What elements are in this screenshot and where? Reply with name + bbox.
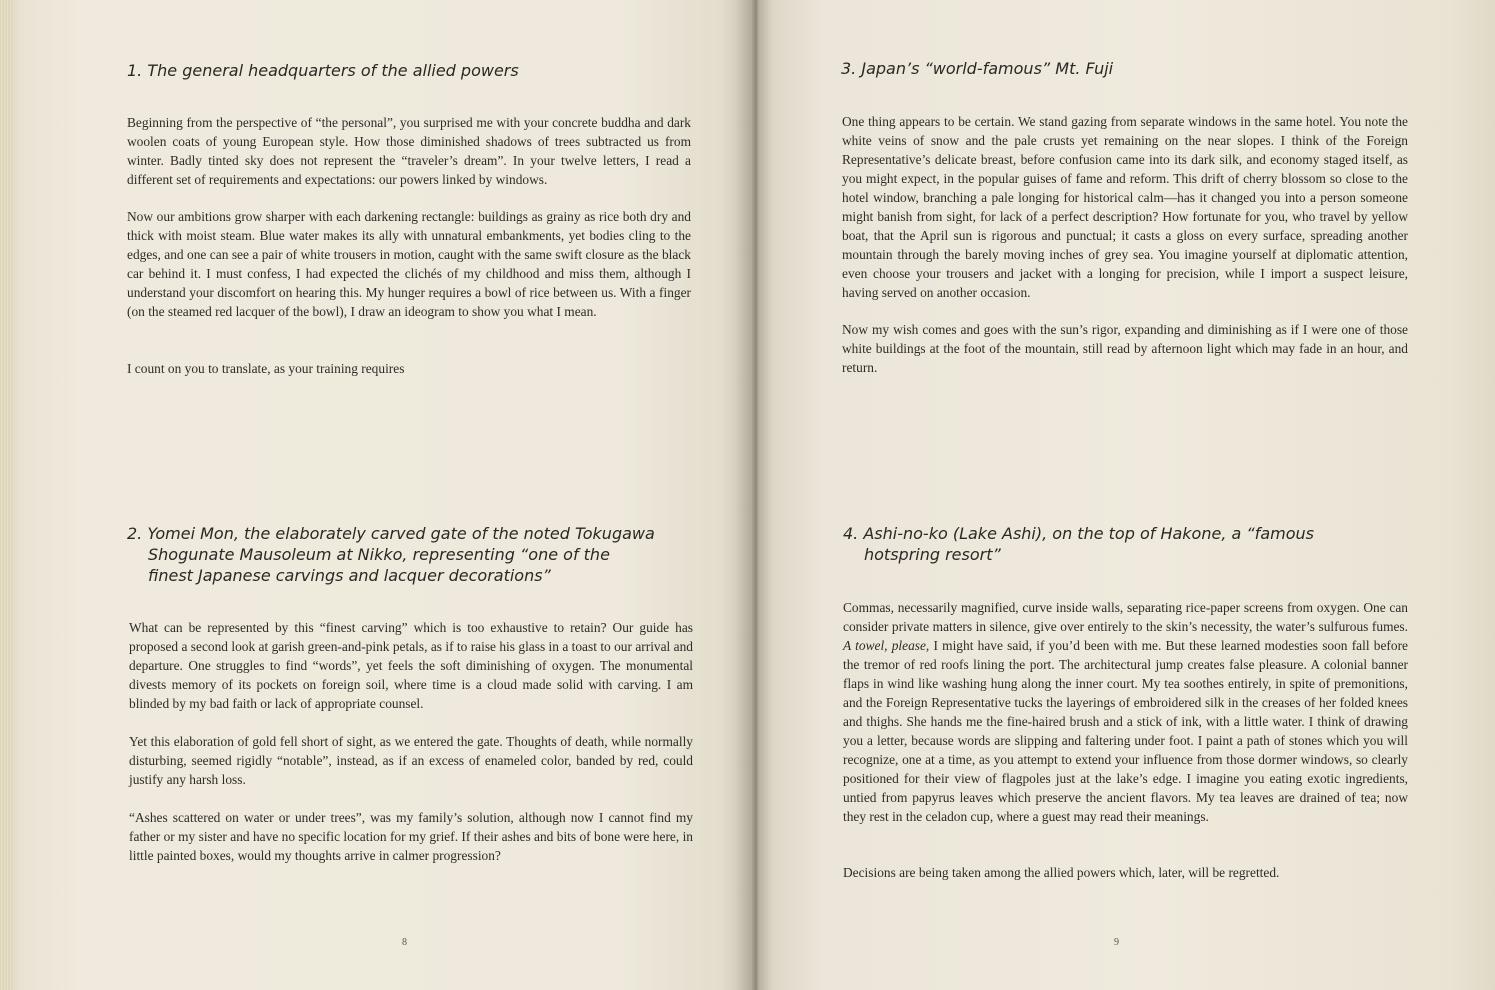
section-3-paragraph-2: Now my wish comes and goes with the sun’s rigor, expanding and diminishing as if I were one of those white buildings at the foot of the mountain, still read by afternoon light which may fade in an hour, and return.	[842, 322, 1408, 375]
section-1-heading	[127, 60, 727, 81]
section-2-paragraph-3: “Ashes scattered on water or under trees”, was my family’s solution, although now I cannot find my father or my sister and have no specific location for my grief. If their ashes and bits of bone were here, in little painted boxes, would my thoughts arrive in calmer progression?	[129, 810, 693, 863]
section-2-heading	[127, 523, 727, 586]
section-4-paragraph-2: Decisions are being taken among the allied powers which, later, will be regretted.	[843, 865, 1280, 880]
right-page-number: 9	[1114, 937, 1119, 948]
section-1-paragraph-2: Now our ambitions grow sharper with each darkening rectangle: buildings as grainy as rice both dry and thick with moist steam. Blue water makes its ally with unnatural embankments, yet bodies cling to the edges, and one can see a pair of white trousers in motion, caught with the same swift closure as the black car behind it. I must confess, I had expected the clichés of my childhood and miss them, although I understand your discomfort on hearing this. My hunger requires a bowl of rice between us. With a finger (on the steamed red lacquer of the bowl), I draw an ideogram to show you what I mean.	[127, 209, 691, 319]
section-4-title-line-2: hotspring resort”	[864, 545, 1001, 564]
left-page-number: 8	[402, 937, 407, 948]
section-4-paragraph-1	[843, 598, 1408, 826]
section-3-heading	[841, 58, 1441, 79]
section-3-number: 3.	[841, 59, 857, 78]
section-4-paragraph-1-italic: A towel, please,	[843, 638, 930, 653]
section-2-paragraph-1: What can be represented by this “finest carving” which is too exhaustive to retain? Our guide has proposed a second look at garish green-and-pink petals, as if to raise his glass in a toast to our arrival and departure. One struggles to find “words”, yet feels the soft diminishing of oxygen. The monumental divests memory of its pockets on foreign soil, where time is a cloud made solid with carving. I am blinded by my bad faith or lack of appropriate counsel.	[129, 620, 693, 711]
section-4-title-line-1: 4. Ashi-no-ko (Lake Ashi), on the top of Hakone, a “famous	[843, 524, 1314, 543]
section-1-paragraph-3: I count on you to translate, as your training requires	[127, 361, 405, 376]
section-2-paragraph-2: Yet this elaboration of gold fell short of sight, as we entered the gate. Thoughts of death, while normally disturbing, seemed rigidly “notable”, instead, as if an excess of enameled color, banded by red, could justify any harsh loss.	[129, 734, 693, 787]
section-1-paragraph-1: Beginning from the perspective of “the personal”, you surprised me with your concrete buddha and dark woolen coats of young European style. How those diminished shadows of trees subtracted us from winter. Badly tinted sky does not represent the “traveler’s dream”. In your twelve letters, I read a different set of requirements and expectations: our powers linked by windows.	[127, 115, 691, 187]
section-2-title-line-1: 2. Yomei Mon, the elaborately carved gate of the noted Tokugawa	[127, 524, 655, 543]
right-page	[752, 0, 1495, 990]
section-1-number: 1.	[127, 61, 143, 80]
section-4-heading	[843, 523, 1443, 565]
section-4-paragraph-1-start: Commas, necessarily magnified, curve inside walls, separating rice-paper screens from oxygen. One can consider private matters in silence, give over entirely to the skin’s necessity, the water’s sulfurous fumes.	[843, 600, 1408, 634]
section-3-paragraph-1: One thing appears to be certain. We stand gazing from separate windows in the same hotel. You note the white veins of snow and the pale crusts yet remaining on the near slopes. I think of the Foreign Representative’s delicate breast, before confusion came into its dark silk, and economy staged itself, as you might expect, in the popular guises of fame and reform. This drift of cherry blossom so close to the hotel window, branching a pale longing for historical calm—has it changed you into a person someone might banish from sight, for lack of a perfect description? How fortunate for you, who travel by yellow boat, that the April sun is rigorous and punctual; it casts a gloss on every surface, spreading another mountain through the barely moving inches of grey sea. You imagine yourself at diplomatic attention, even choose your trousers and jacket with a longing for precision, while I import a suspect leisure, having served on another occasion.	[842, 114, 1408, 300]
section-1-title: The general headquarters of the allied powers	[147, 61, 519, 80]
section-4-paragraph-1-end: I might have said, if you’d been with me. But these learned modesties soon fall before the tremor of red roofs lining the port. The architectural jump creates false pleasure. A colonial banner flaps in wind like washing hung along the inner court. My tea soothes entirely, in spite of premonitions, and the Foreign Representative tucks the layerings of embroidered silk in the creases of her folded knees and thighs. She hands me the fine-haired brush and a stick of ink, with a little water. I think of drawing you a letter, because words are slipping and faltering under foot. I paint a path of stones which you will recognize, one at a time, as you attempt to extend your influence from those dormer windows, so clearly positioned for their view of flagpoles just at the lake’s edge. I imagine you eating exotic ingredients, untied from papyrus leaves which preserve the ancient flavors. My tea leaves are drained of tea; now they rest in the celadon cup, where a guest may read their meanings.	[843, 638, 1408, 824]
section-2-title-line-3: finest Japanese carvings and lacquer decorations”	[148, 566, 551, 585]
section-3-title: Japan’s “world-famous” Mt. Fuji	[861, 59, 1114, 78]
section-2-title-line-2: Shogunate Mausoleum at Nikko, representing “one of the	[148, 545, 610, 564]
page-edge-decoration	[0, 0, 14, 990]
